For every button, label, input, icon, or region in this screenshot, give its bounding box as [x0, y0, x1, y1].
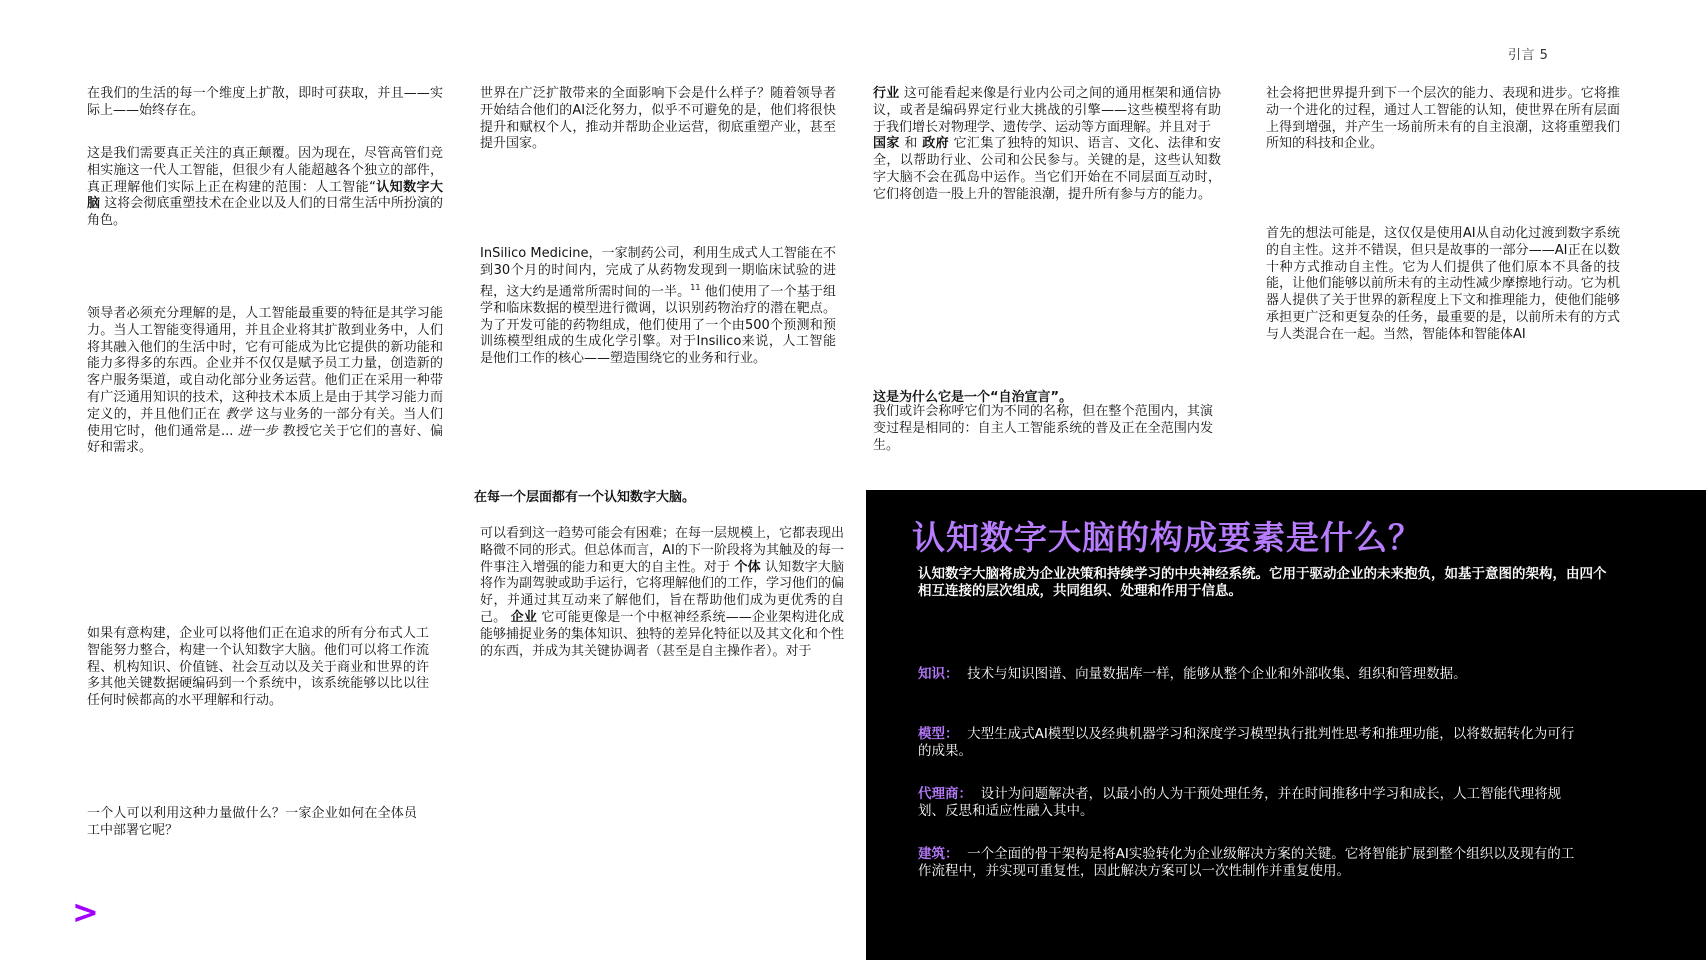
panel-intro: 认知数字大脑将成为企业决策和持续学习的中央神经系统。它用于驱动企业的未来抱负，如基于意图的架构，由四个相互连接的层次组成，共同组织、处理和作用于信息。: [918, 566, 1607, 599]
col1-paragraph-1: 在我们的生活的每一个维度上扩散，即时可获取，并且——实际上——始终存在。: [87, 86, 443, 118]
cognitive-brain-term: 认知数字大脑: [87, 179, 443, 212]
col1-paragraph-3: 领导者必须充分理解的是，人工智能最重要的特征是其学习能力。当人工智能变得通用，并且企业将其扩散到业务中，人们将其融入他们的生活中时，它有可能成为比它提供的新功能和能力多得多的东西。企业并不仅仅是赋予员工力量，创造新的客户服务渠道，或自动化部分业务运营。他们正在采用一种带有广泛通用知识的技术，这种技术本质上是由于其学习能力而定义的，并且他们正在 教学 这与业务的一部分有关。当人们使用它时，他们通常是... 进一步 教授它关于它们的喜好、偏好和需求。: [87, 306, 443, 456]
col2-subheading: 在每一个层面都有一个认知数字大脑。: [474, 490, 696, 505]
col1-paragraph-4: 如果有意构建，企业可以将他们正在追求的所有分布式人工智能努力整合，构建一个认知数字大脑。他们可以将工作流程、机构知识、价值链、社会互动以及关于商业和世界的许多其他关键数据硬编码到一个系统中，该系统能够以比以往任何时候都高的水平理解和行动。: [87, 626, 429, 709]
col1-paragraph-2: 这是我们需要真正关注的真正颠覆。因为现在，尽管高管们竞相实施这一代人工智能，但很少有人能超越各个独立的部件，真正理解他们实际上正在构建的范围：人工智能“认知数字大脑 这将会彻底重塑技术在企业以及人们的日常生活中所扮演的角色。: [87, 146, 443, 229]
panel-item-models: 模型： 大型生成式AI模型以及经典机器学习和深度学习模型执行批判性思考和推理功能，以将数据转化为可行的成果。: [918, 726, 1575, 759]
panel-item-knowledge: 知识： 技术与知识图谱、向量数据库一样，能够从整个企业和外部收集、组织和管理数据。: [918, 666, 1467, 682]
col3-paragraph-1: 行业 这可能看起来像是行业内公司之间的通用框架和通信协议，或者是编码界定行业大挑战的引擎——这些模型将有助于我们增长对物理学、遗传学、运动等方面理解。并且对于 国家 和 政府 它汇集了独特的知识、语言、文化、法律和安全，以帮助行业、公司和公民参与。关键的是，这些认知数字大脑不会在孤岛中运作。当它们开始在不同层面互动时，它们将创造一股上升的智能浪潮，提升所有参与方的能力。: [873, 86, 1221, 202]
col2-paragraph-3: 可以看到这一趋势可能会有困难；在每一层规模上，它都表现出略微不同的形式。但总体而言，AI的下一阶段将为其触及的每一件事注入增强的能力和更大的自主性。对于 个体 认知数字大脑将作为副驾驶或助手运行，它将理解他们的工作，学习他们的偏好，并通过其互动来了解他们，旨在帮助他们成为更优秀的自己。 企业 它可能更像是一个中枢神经系统——企业架构进化成能够捕捉业务的集体知识、独特的差异化特征以及其文化和个性的东西，并成为其关键协调者（甚至是自主操作者）。对于: [480, 526, 845, 659]
col4-paragraph-1: 社会将把世界提升到下一个层次的能力、表现和进步。它将推动一个进化的过程，通过人工智能的认知，使世界在所有层面上得到增强，并产生一场前所未有的自主浪潮，这将重塑我们所知的科技和企业。: [1266, 86, 1620, 152]
building-blocks-panel: [866, 490, 1706, 960]
col2-paragraph-2: InSilico Medicine，一家制药公司，利用生成式人工智能在不到30个月的时间内，完成了从药物发现到一期临床试验的进程，这大约是通常所需时间的一半。$^{11}$ 他们使用了一个基于组学和临床数据的模型进行微调，以识别药物治疗的潜在靶点。为了开发可能的药物组成，他们使用了一个由500个预测和预训练模型组成的生成化学引擎。对于Insilico来说，人工智能是他们工作的核心——塑造围绕它的业务和行业。: [480, 246, 836, 367]
col2-paragraph-1: 世界在广泛扩散带来的全面影响下会是什么样子？随着领导者开始结合他们的AI泛化努力，似乎不可避免的是，他们将很快提升和赋权个人，推动并帮助企业运营，彻底重塑产业，甚至提升国家。: [480, 86, 836, 152]
col4-paragraph-2: 首先的想法可能是，这仅仅是使用AI从自动化过渡到数字系统的自主性。这并不错误，但只是故事的一部分——AI正在以数十种方式推动自主性。它为人们提供了他们原本不具备的技能，让他们能够以前所未有的主动性减少摩擦地行动。它为机器人提供了关于世界的新程度上下文和推理能力，使他们能够承担更广泛和更复杂的任务，最重要的是，以前所未有的方式与人类混合在一起。当然，智能体和智能体AI: [1266, 226, 1620, 342]
col3-subheading: 这是为什么它是一个“自治宣言”。: [873, 390, 1073, 405]
panel-item-agents: 代理商： 设计为问题解决者，以最小的人为干预处理任务，并在时间推移中学习和成长，人工智能代理将规划、反思和适应性融入其中。: [918, 786, 1562, 819]
page-label: 引言 5: [1508, 48, 1549, 63]
brand-logo-icon: >: [72, 893, 99, 931]
col3-paragraph-2: 我们或许会称呼它们为不同的名称，但在整个范围内，其演变过程是相同的：自主人工智能系统的普及正在全范围内发生。: [873, 404, 1213, 453]
panel-item-architecture: 建筑： 一个全面的骨干架构是将AI实验转化为企业级解决方案的关键。它将智能扩展到整个组织以及现有的工作流程中，并实现可重复性，因此解决方案可以一次性制作并重复使用。: [918, 846, 1575, 879]
col1-paragraph-5: 一个人可以利用这种力量做什么？一家企业如何在全体员工中部署它呢？: [87, 806, 417, 838]
panel-title: 认知数字大脑的构成要素是什么？: [912, 518, 1422, 557]
